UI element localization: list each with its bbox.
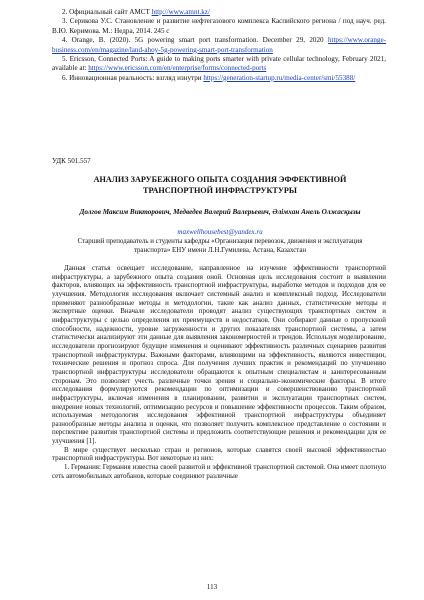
reference-text: 4. Orange, B. (2020). 5G powering smart port transformation. December 29, 2020 [62, 36, 328, 45]
reference-link[interactable]: http://www.amnt.kz/ [151, 8, 210, 16]
reference-item [52, 36, 386, 55]
reference-link[interactable]: https://www.orange-business.com/en/magazine/land-ahoy-5g-powering-smart-port-transformation [52, 36, 386, 54]
reference-link[interactable]: https://www.ericsson.com/en/enterprise/forms/connected-ports [88, 64, 267, 73]
reference-item [52, 8, 386, 17]
reference-text: 5. Ericsson, Connected Ports: A guide to making ports smarter with private cellular technology, February 2021, available at: [52, 55, 386, 73]
reference-list [52, 8, 386, 83]
author-affiliation: Старший преподаватель и студенты кафедры «Организация перевозок, движения и эксплуатация транспорта» ЕНУ имени Л.Н.Гумилева, Астана, Казахстан [77, 238, 363, 254]
body-paragraph: В мире существует несколько стран и регионов, которые славятся своей высокой эффективностью транспортной инфраструктуры. Вот некоторые из них: [52, 445, 386, 463]
article-title: АНАЛИЗ ЗАРУБЕЖНОГО ОПЫТА СОЗДАНИЯ ЭФФЕКТИВНОЙ ТРАНСПОРТНОЙ ИНФРАСТРУКТУРЫ [93, 175, 347, 195]
udk-code: УДК 501.557 [52, 157, 91, 165]
reference-item [52, 55, 386, 74]
reference-text: 3. Серикова У.С. Становление и развитие нефтегазового комплекса Каспийского региона / под науч. ред. В.Ю. Керимова. М.: Недра, 2014. 245 с [52, 17, 386, 35]
body-paragraph: 1. Германия: Германия известна своей развитой и эффективной транспортной системой. Она имеет плотную сеть автомобильных автобанов, которые соединяют различные [52, 463, 386, 480]
author-list: Долгов Максим Викторович, Медведев Валерий Валерьевич, Әлімхан Анель Олжасқызы [79, 208, 361, 216]
article-body [52, 264, 386, 480]
reference-item [52, 17, 386, 36]
author-email[interactable]: maxwellhousebest@yandex.ru [177, 228, 263, 236]
body-paragraph: Данная статья освещает исследование, направленное на изучение эффективности транспортной инфраструктуры, а зарубежного опыта создания оной. Основная цель исследования состоит в выявлении факторов, влияющих на эффективность транспортной инфраструктуры, выработке методов и подходов для ее улучшения. Методология исследования включает системный анализ и комплексный подход. Исследователи применяют разнообразные методы и методологии, такие как анализ данных, статистические методы и экспертные оценки. Вначале исследователи проводят анализ существующих транспортных систем и инфраструктуры с целью определения их преимуществ и недостатков. Они собирают данные о пропускной способности, надежности, уровне загруженности и других показателях транспортной системы, а затем статистически анализируют эти данные для выявления закономерностей и трендов. Используя моделирование, исследователи прогнозируют будущие изменения и оценивают эффективность различных сценариев развития транспортной инфраструктуры. Важными факторами, влияющими на эффективность, являются инвестиции, технические решения и прогноз спроса. Для получения лучших практик и рекомендаций по улучшению транспортной инфраструктуры исследователи обращаются к опытным специалистам и заинтересованным сторонам. Это позволяет учесть различные точки зрения и социально-экономические факторы. В итоге исследования формулируются рекомендации по оптимизации и совершенствованию транспортной инфраструктуры, включая изменения в планировании, развитии и эксплуатации транспортных систем, внедрение новых технологий, оптимизацию ресурсов и повышение эффективности процессов. Таким образом, используемая методология исследования эффективной транспортной инфраструктуры объединяет разнообразные методы анализа и оценки, что позволяет получить комплексное представление о состоянии и перспективе развития транспортной системы и предложить соответствующие решения и рекомендации для ее улучшения [1]. [52, 264, 386, 446]
reference-item [52, 74, 386, 83]
reference-text: 6. Инновационная реальность: взгляд изнутри [62, 73, 204, 82]
reference-text: 2. Официальный сайт АМСТ [62, 8, 152, 16]
reference-link[interactable]: https://generation-startup.ru/media-center/smi/55388/ [203, 73, 356, 82]
page-number: 113 [206, 583, 218, 591]
